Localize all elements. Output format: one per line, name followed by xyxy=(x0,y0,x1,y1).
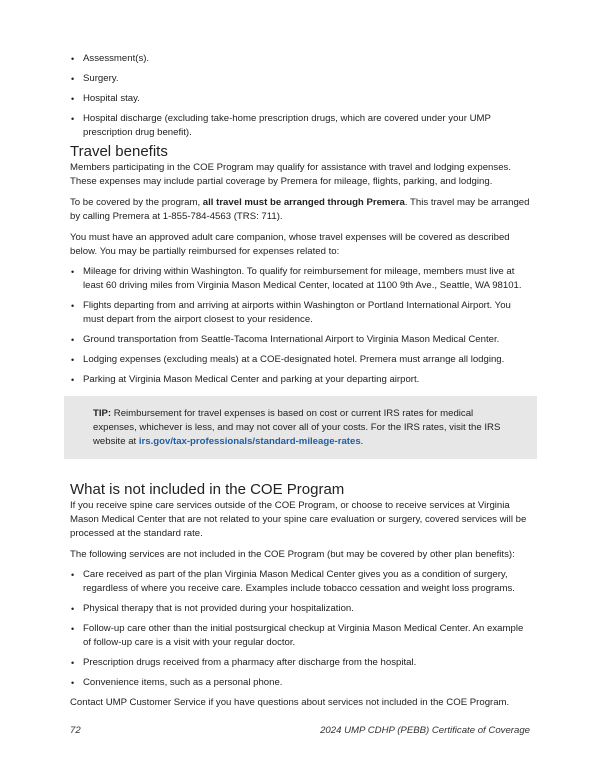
contact-note: Contact UMP Customer Service if you have questions about services not included in the COE Program. xyxy=(70,697,510,708)
list-item: • Parking at Virginia Mason Medical Center and parking at your departing airport. xyxy=(70,373,530,387)
travel-companion: You must have an approved adult care companion, whose travel expenses will be covered as described below. You may be partially reimbursed for expenses related to: xyxy=(70,232,510,257)
list-item: • Physical therapy that is not provided during your hospitalization. xyxy=(70,602,530,616)
covered-services-list xyxy=(70,52,530,140)
list-item: • Ground transportation from Seattle-Tacoma International Airport to Virginia Mason Medical Center. xyxy=(70,333,530,347)
tip-label: TIP: xyxy=(93,408,112,419)
list-item: • Surgery. xyxy=(70,72,530,86)
list-item: • Assessment(s). xyxy=(70,52,530,66)
list-item: • Flights departing from and arriving at airports within Washington or Portland International Airport. You must depart from the airport closest to your residence. xyxy=(70,299,530,327)
list-item: • Lodging expenses (excluding meals) at a COE-designated hotel. Premera must arrange all lodging. xyxy=(70,353,530,367)
list-item: • Follow-up care other than the initial postsurgical checkup at Virginia Mason Medical Center. An example of follow-up care is a visit with your regular doctor. xyxy=(70,622,530,650)
tip-text: Reimbursement for travel expenses is based on cost or current IRS rates for medical expenses, whichever is less, and may not cover all of your costs. For the IRS rates, visit the IRS website at xyxy=(93,408,501,447)
not-included-intro: If you receive spine care services outside of the COE Program, or choose to receive services at Virginia Mason Medical Center that are not related to your spine care evaluation or surgery, covered services will be processed at the standard rate. xyxy=(70,500,527,539)
list-item: • Mileage for driving within Washington. To qualify for reimbursement for mileage, members must live at least 60 driving miles from Virginia Mason Medical Center, located at 1100 9th Ave., Seattle, WA 98101. xyxy=(70,265,530,293)
travel-covered-note: To be covered by the program, all travel must be arranged through Premera. This travel may be arranged by calling Premera at 1-855-784-4563 (TRS: 711). xyxy=(70,197,530,222)
travel-expenses-list xyxy=(70,265,530,387)
list-item: • Hospital stay. xyxy=(70,92,530,106)
travel-benefits-heading: Travel benefits xyxy=(70,143,168,160)
tip-box: TIP: Reimbursement for travel expenses is based on cost or current IRS rates for medical expenses, whichever is less, and may not cover all of your costs. For the IRS rates, visit the IRS website at irs.gov/tax-professionals/standard-mileage-rates. xyxy=(64,396,537,459)
irs-rates-link[interactable]: irs.gov/tax-professionals/standard-mileage-rates xyxy=(138,436,361,447)
list-item: • Prescription drugs received from a pharmacy after discharge from the hospital. xyxy=(70,656,530,670)
page-body xyxy=(70,52,530,717)
not-included-list-intro: The following services are not included in the COE Program (but may be covered by other plan benefits): xyxy=(70,549,515,560)
list-item: • Convenience items, such as a personal phone. xyxy=(70,676,530,690)
list-item: • Hospital discharge (excluding take-home prescription drugs, which are covered under your UMP prescription drug benefit). xyxy=(70,112,530,140)
travel-intro: Members participating in the COE Program may qualify for assistance with travel and lodging expenses. These expenses may include partial coverage by Premera for mileage, flights, parking, and lodging. xyxy=(70,162,511,187)
travel-emphasis: all travel must be arranged through Premera xyxy=(202,197,405,208)
document-title: 2024 UMP CDHP (PEBB) Certificate of Coverage xyxy=(320,725,530,736)
list-item: • Care received as part of the plan Virginia Mason Medical Center gives you as a condition of surgery, regardless of where you receive care. Examples include tobacco cessation and weight loss programs. xyxy=(70,568,530,596)
not-included-list xyxy=(70,568,530,690)
page-number: 72 xyxy=(70,725,81,736)
not-included-heading: What is not included in the COE Program xyxy=(70,481,345,498)
